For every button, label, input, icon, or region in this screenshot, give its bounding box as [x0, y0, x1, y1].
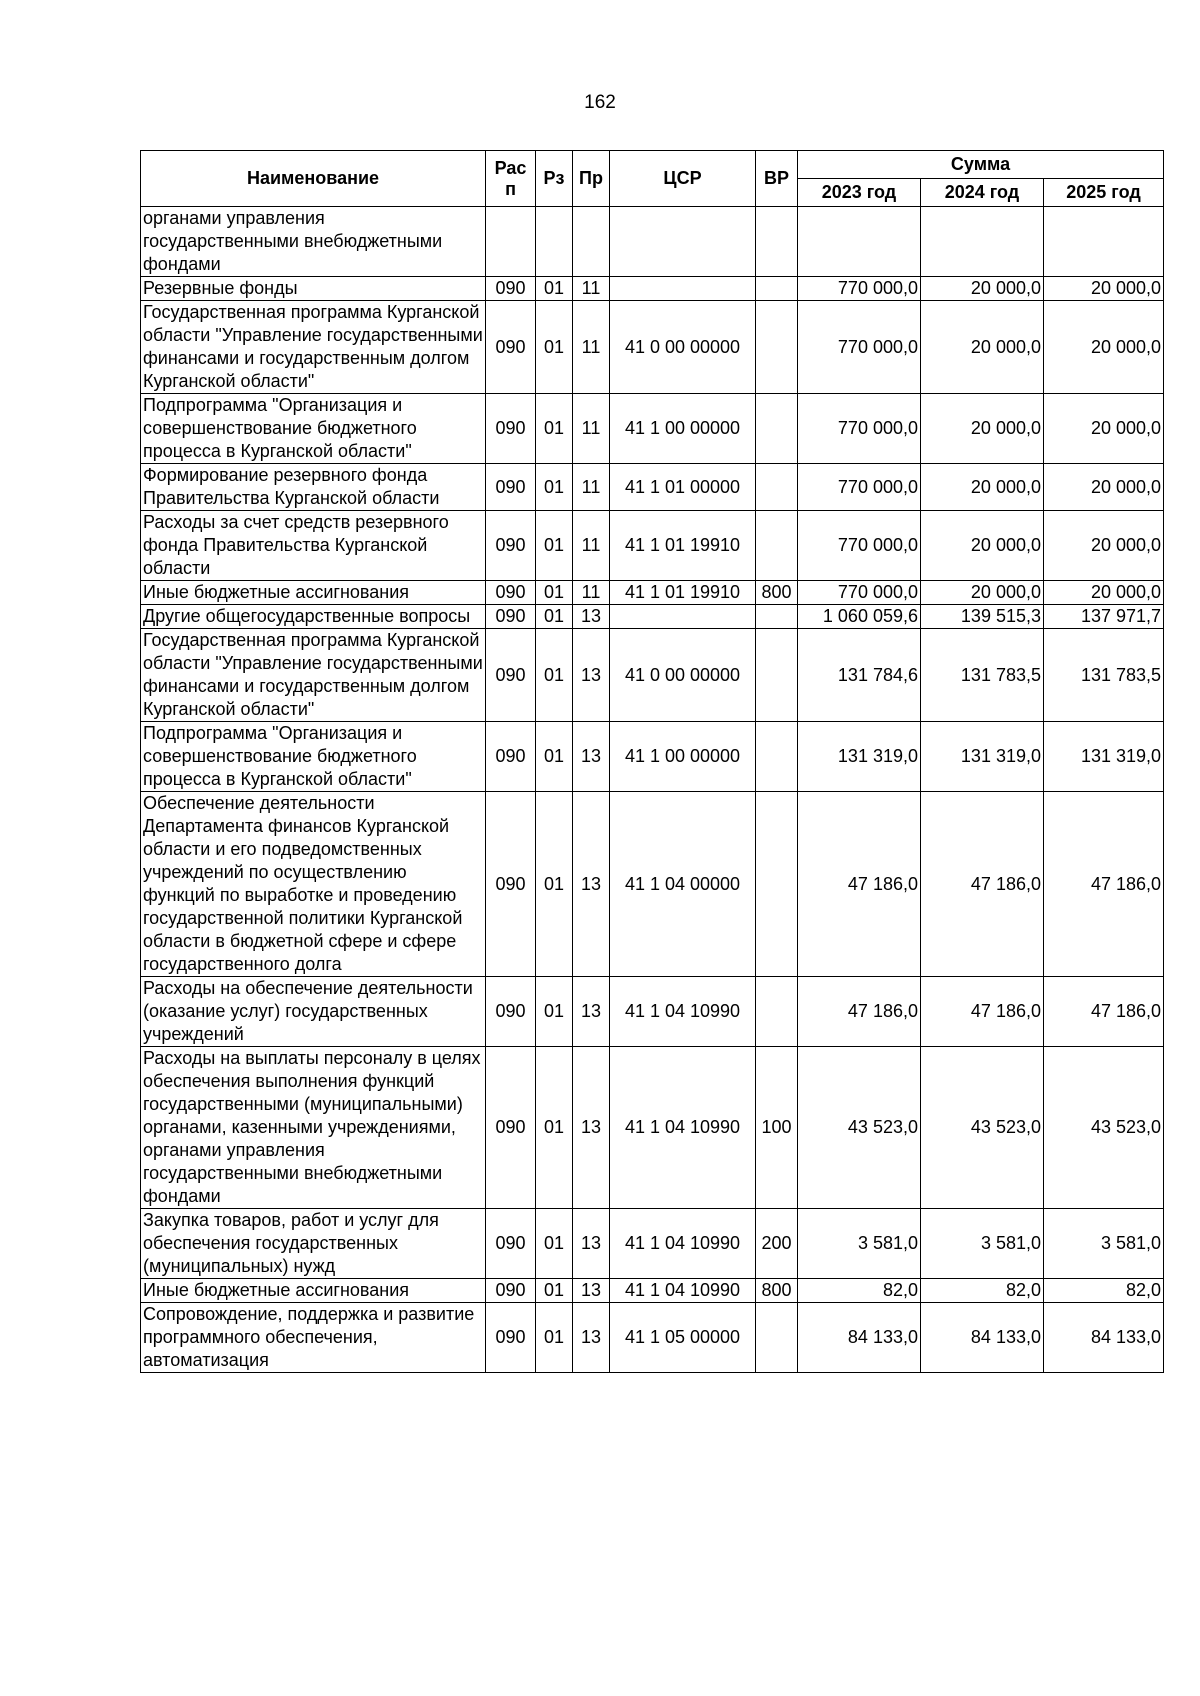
row-csr: 41 1 01 19910: [610, 581, 756, 605]
row-sum-2023: 770 000,0: [798, 394, 921, 464]
row-sum-2025: 82,0: [1044, 1279, 1164, 1303]
row-rasp: 090: [486, 605, 536, 629]
row-sum-2023: 43 523,0: [798, 1047, 921, 1209]
row-sum-2024: 82,0: [921, 1279, 1044, 1303]
row-sum-2025: 43 523,0: [1044, 1047, 1164, 1209]
row-csr: 41 1 00 00000: [610, 394, 756, 464]
row-sum-2025: 20 000,0: [1044, 464, 1164, 511]
row-name: Государственная программа Курганской области "Управление государственными финансами и государственным долгом Курганской области": [141, 629, 486, 722]
row-pr: 13: [573, 977, 610, 1047]
row-sum-2024: 20 000,0: [921, 464, 1044, 511]
header-rasp-line2: п: [505, 178, 516, 199]
row-sum-2025: 47 186,0: [1044, 792, 1164, 977]
row-pr: 13: [573, 629, 610, 722]
row-vr: [756, 301, 798, 394]
row-sum-2025: 20 000,0: [1044, 511, 1164, 581]
row-vr: 100: [756, 1047, 798, 1209]
row-name: Расходы на выплаты персоналу в целях обеспечения выполнения функций государственными (муниципальными) органами, казенными учреждениями, органами управления государственными внебюджетными фондами: [141, 1047, 486, 1209]
table-row: [141, 207, 1164, 277]
row-vr: [756, 722, 798, 792]
table-row: [141, 581, 1164, 605]
row-vr: 800: [756, 1279, 798, 1303]
row-vr: [756, 277, 798, 301]
row-rasp: 090: [486, 1209, 536, 1279]
row-rz: 01: [536, 581, 573, 605]
row-sum-2025: [1044, 207, 1164, 277]
table-body: [141, 207, 1164, 1373]
row-name: Подпрограмма "Организация и совершенствование бюджетного процесса в Курганской области": [141, 394, 486, 464]
table-row: [141, 722, 1164, 792]
header-name: Наименование: [141, 151, 486, 207]
row-pr: 11: [573, 464, 610, 511]
table-row: [141, 977, 1164, 1047]
row-sum-2023: [798, 207, 921, 277]
row-rasp: 090: [486, 394, 536, 464]
row-sum-2024: 139 515,3: [921, 605, 1044, 629]
row-csr: 41 1 01 19910: [610, 511, 756, 581]
row-sum-2024: 43 523,0: [921, 1047, 1044, 1209]
row-rz: 01: [536, 1279, 573, 1303]
row-rasp: 090: [486, 722, 536, 792]
row-rz: 01: [536, 511, 573, 581]
row-csr: [610, 605, 756, 629]
row-sum-2023: 47 186,0: [798, 792, 921, 977]
row-pr: 13: [573, 1279, 610, 1303]
row-sum-2025: 131 319,0: [1044, 722, 1164, 792]
row-sum-2023: 770 000,0: [798, 464, 921, 511]
header-rz: Рз: [536, 151, 573, 207]
header-vr: ВР: [756, 151, 798, 207]
row-sum-2025: 20 000,0: [1044, 581, 1164, 605]
row-pr: 11: [573, 394, 610, 464]
row-sum-2025: 20 000,0: [1044, 394, 1164, 464]
row-rz: 01: [536, 1047, 573, 1209]
row-rasp: 090: [486, 1279, 536, 1303]
row-name: Обеспечение деятельности Департамента финансов Курганской области и его подведомственных учреждений по осуществлению функций по выработке и проведению государственной политики Курганской области в бюджетной сфере и сфере государственного долга: [141, 792, 486, 977]
table-row: [141, 277, 1164, 301]
row-sum-2025: 20 000,0: [1044, 301, 1164, 394]
row-rz: [536, 207, 573, 277]
row-rasp: 090: [486, 792, 536, 977]
row-sum-2023: 131 784,6: [798, 629, 921, 722]
row-csr: [610, 207, 756, 277]
header-csr: ЦСР: [610, 151, 756, 207]
row-csr: 41 1 05 00000: [610, 1303, 756, 1373]
row-vr: [756, 464, 798, 511]
row-sum-2025: 20 000,0: [1044, 277, 1164, 301]
row-rz: 01: [536, 464, 573, 511]
row-pr: 13: [573, 1209, 610, 1279]
row-vr: [756, 511, 798, 581]
row-sum-2025: 84 133,0: [1044, 1303, 1164, 1373]
row-vr: 800: [756, 581, 798, 605]
row-name: Формирование резервного фонда Правительства Курганской области: [141, 464, 486, 511]
table-row: [141, 511, 1164, 581]
row-name: Сопровождение, поддержка и развитие программного обеспечения, автоматизация: [141, 1303, 486, 1373]
row-rasp: 090: [486, 629, 536, 722]
row-csr: 41 0 00 00000: [610, 301, 756, 394]
row-sum-2024: 47 186,0: [921, 792, 1044, 977]
row-pr: 13: [573, 722, 610, 792]
row-sum-2023: 770 000,0: [798, 301, 921, 394]
table-row: [141, 629, 1164, 722]
row-name: Расходы за счет средств резервного фонда Правительства Курганской области: [141, 511, 486, 581]
table-row: [141, 1279, 1164, 1303]
row-sum-2024: 20 000,0: [921, 301, 1044, 394]
row-sum-2024: 3 581,0: [921, 1209, 1044, 1279]
row-csr: 41 1 04 10990: [610, 1047, 756, 1209]
table-row: [141, 792, 1164, 977]
row-sum-2023: 3 581,0: [798, 1209, 921, 1279]
row-rasp: 090: [486, 301, 536, 394]
table-header: [141, 151, 1164, 207]
row-rz: 01: [536, 277, 573, 301]
row-sum-2023: 84 133,0: [798, 1303, 921, 1373]
budget-table: [140, 150, 1164, 1373]
row-sum-2024: 47 186,0: [921, 977, 1044, 1047]
row-name: Иные бюджетные ассигнования: [141, 581, 486, 605]
row-vr: [756, 394, 798, 464]
row-rz: 01: [536, 1303, 573, 1373]
row-sum-2023: 770 000,0: [798, 511, 921, 581]
table-row: [141, 1303, 1164, 1373]
row-vr: [756, 1303, 798, 1373]
row-rz: 01: [536, 1209, 573, 1279]
row-vr: 200: [756, 1209, 798, 1279]
row-vr: [756, 792, 798, 977]
row-pr: 11: [573, 511, 610, 581]
row-sum-2024: [921, 207, 1044, 277]
header-pr: Пр: [573, 151, 610, 207]
header-2023: 2023 год: [798, 179, 921, 207]
row-sum-2023: 770 000,0: [798, 277, 921, 301]
header-2025: 2025 год: [1044, 179, 1164, 207]
row-name: органами управления государственными внебюджетными фондами: [141, 207, 486, 277]
row-csr: 41 1 04 10990: [610, 977, 756, 1047]
table-row: [141, 605, 1164, 629]
row-pr: 13: [573, 605, 610, 629]
row-rz: 01: [536, 394, 573, 464]
row-csr: 41 1 00 00000: [610, 722, 756, 792]
row-name: Подпрограмма "Организация и совершенствование бюджетного процесса в Курганской области": [141, 722, 486, 792]
row-rasp: 090: [486, 277, 536, 301]
row-sum-2024: 20 000,0: [921, 394, 1044, 464]
row-pr: 13: [573, 792, 610, 977]
row-rasp: 090: [486, 581, 536, 605]
header-rasp-line1: Рас: [494, 157, 527, 178]
row-rz: 01: [536, 792, 573, 977]
row-csr: 41 1 04 10990: [610, 1279, 756, 1303]
row-name: Другие общегосударственные вопросы: [141, 605, 486, 629]
row-csr: 41 1 04 00000: [610, 792, 756, 977]
table-row: [141, 1047, 1164, 1209]
row-csr: 41 0 00 00000: [610, 629, 756, 722]
row-name: Закупка товаров, работ и услуг для обеспечения государственных (муниципальных) нужд: [141, 1209, 486, 1279]
row-pr: [573, 207, 610, 277]
header-2024: 2024 год: [921, 179, 1044, 207]
row-rasp: 090: [486, 1303, 536, 1373]
row-sum-2024: 84 133,0: [921, 1303, 1044, 1373]
table-row: [141, 394, 1164, 464]
row-csr: 41 1 01 00000: [610, 464, 756, 511]
row-vr: [756, 977, 798, 1047]
row-name: Государственная программа Курганской области "Управление государственными финансами и государственным долгом Курганской области": [141, 301, 486, 394]
header-row-1: [141, 151, 1164, 179]
row-sum-2025: 47 186,0: [1044, 977, 1164, 1047]
row-rz: 01: [536, 605, 573, 629]
row-rasp: 090: [486, 1047, 536, 1209]
header-sum: Сумма: [798, 151, 1164, 179]
table-row: [141, 301, 1164, 394]
row-vr: [756, 207, 798, 277]
row-sum-2025: 137 971,7: [1044, 605, 1164, 629]
table-row: [141, 1209, 1164, 1279]
row-sum-2024: 20 000,0: [921, 277, 1044, 301]
row-rasp: 090: [486, 464, 536, 511]
row-csr: 41 1 04 10990: [610, 1209, 756, 1279]
row-pr: 11: [573, 301, 610, 394]
row-pr: 11: [573, 277, 610, 301]
row-sum-2023: 1 060 059,6: [798, 605, 921, 629]
row-sum-2024: 131 783,5: [921, 629, 1044, 722]
row-rz: 01: [536, 722, 573, 792]
row-rasp: [486, 207, 536, 277]
row-name: Резервные фонды: [141, 277, 486, 301]
row-sum-2023: 47 186,0: [798, 977, 921, 1047]
row-rz: 01: [536, 629, 573, 722]
row-name: Иные бюджетные ассигнования: [141, 1279, 486, 1303]
row-sum-2024: 20 000,0: [921, 581, 1044, 605]
row-sum-2023: 82,0: [798, 1279, 921, 1303]
row-pr: 13: [573, 1047, 610, 1209]
row-sum-2025: 3 581,0: [1044, 1209, 1164, 1279]
header-rasp: [486, 151, 536, 207]
row-rasp: 090: [486, 977, 536, 1047]
row-csr: [610, 277, 756, 301]
row-sum-2025: 131 783,5: [1044, 629, 1164, 722]
row-pr: 13: [573, 1303, 610, 1373]
row-sum-2023: 770 000,0: [798, 581, 921, 605]
row-rz: 01: [536, 977, 573, 1047]
row-vr: [756, 605, 798, 629]
row-sum-2023: 131 319,0: [798, 722, 921, 792]
table-row: [141, 464, 1164, 511]
row-sum-2024: 20 000,0: [921, 511, 1044, 581]
row-pr: 11: [573, 581, 610, 605]
row-rasp: 090: [486, 511, 536, 581]
page-number: 162: [584, 92, 616, 113]
row-sum-2024: 131 319,0: [921, 722, 1044, 792]
row-vr: [756, 629, 798, 722]
row-rz: 01: [536, 301, 573, 394]
row-name: Расходы на обеспечение деятельности (оказание услуг) государственных учреждений: [141, 977, 486, 1047]
